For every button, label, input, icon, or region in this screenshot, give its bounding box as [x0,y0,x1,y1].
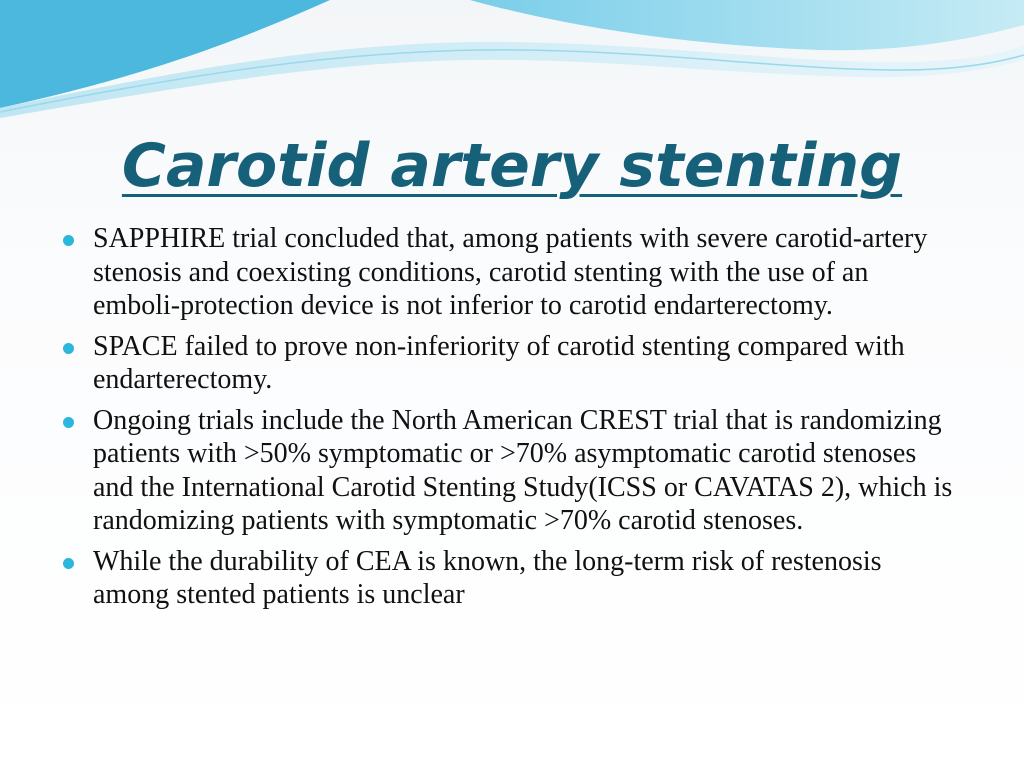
bullet-dot-icon [63,235,74,246]
bullet-item [60,404,960,538]
slide-title: Carotid artery stenting [121,131,903,201]
bullet-text: SAPPHIRE trial concluded that, among patients with severe carotid-artery stenosis and coexisting conditions, carotid stenting with the use of an emboli-protection device is not inferior to carotid endarterectomy. [93,223,928,321]
bullet-item [60,545,960,612]
bullet-item [60,330,960,397]
bullet-text: SPACE failed to prove non-inferiority of carotid stenting compared with endarterectomy. [93,330,905,395]
bullet-dot-icon [63,343,74,354]
bullet-list [60,222,960,619]
wave-band-left [0,0,330,108]
decorative-wave-header [0,0,1024,130]
bullet-text: Ongoing trials include the North American CREST trial that is randomizing patients with >50% symptomatic or >70% asymptomatic carotid stenoses and the International Carotid Stenting Study(ICSS or CAVATAS 2), which is randomizing patients with symptomatic >70% carotid stenoses. [93,404,953,536]
bullet-dot-icon [63,558,74,569]
bullet-dot-icon [63,417,74,428]
bullet-text: While the durability of CEA is known, the long-term risk of restenosis among stented patients is unclear [93,545,882,610]
bullet-item [60,222,960,323]
